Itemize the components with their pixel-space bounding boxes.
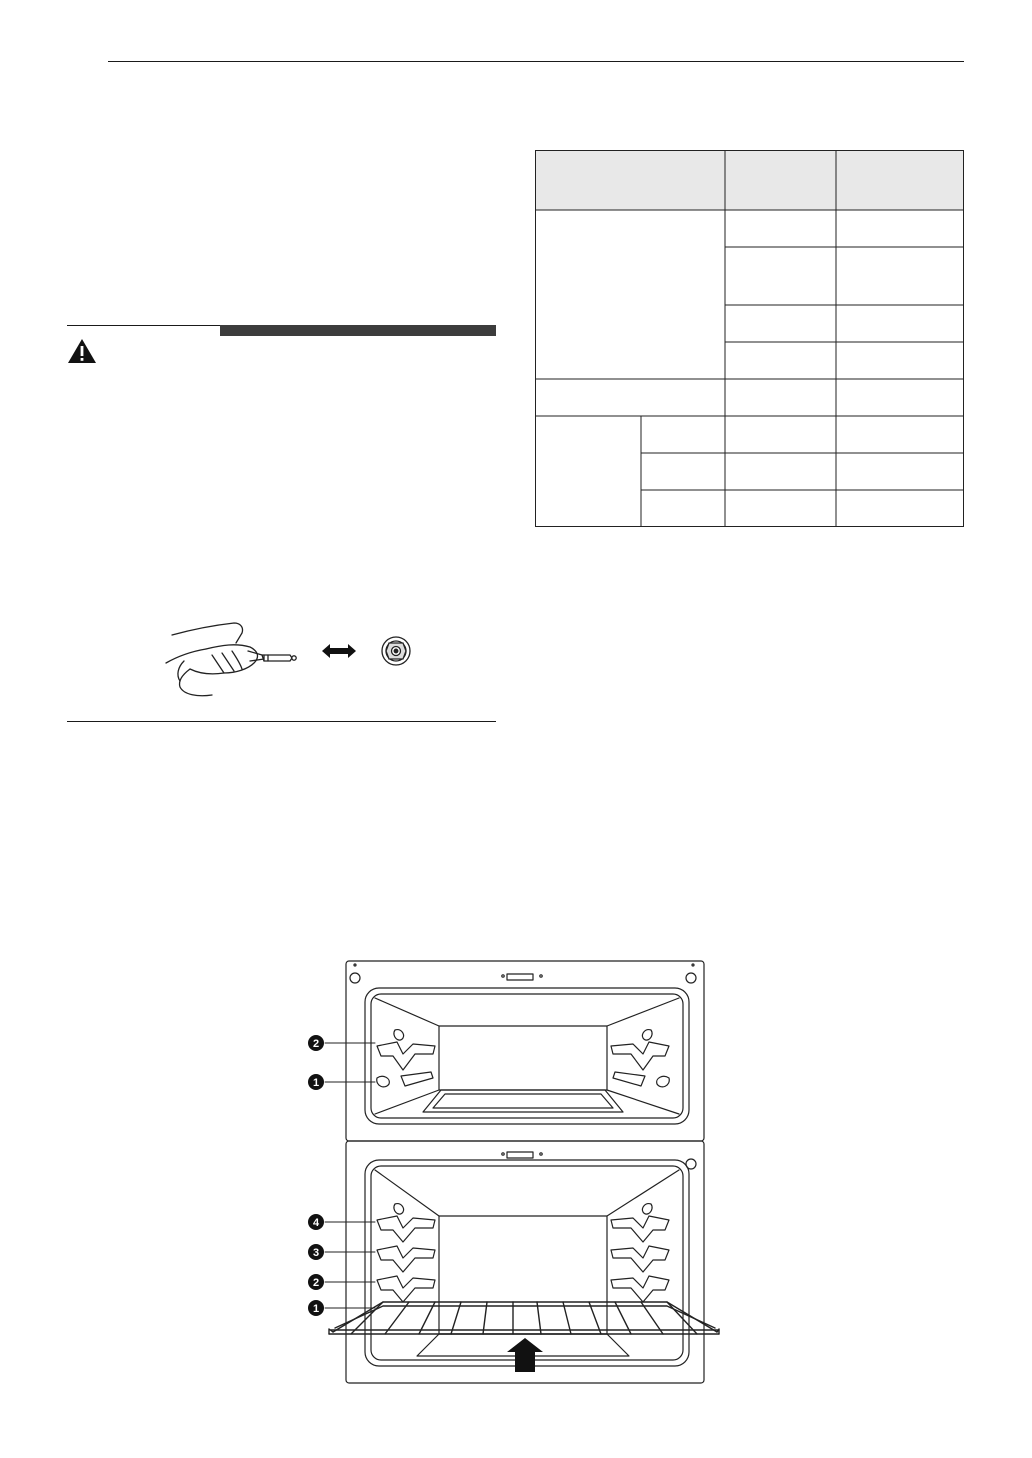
- hand-holding-probe-icon: [166, 623, 296, 696]
- lower-rack-badge-3: [308, 1244, 324, 1260]
- rack-label: 1: [312, 1303, 320, 1315]
- upper-rack-badge-2: [308, 1035, 324, 1051]
- oven-rack-illustration: [305, 958, 725, 1386]
- oven-rack: [329, 1302, 719, 1334]
- rack-label: 2: [312, 1038, 320, 1050]
- upper-rack-badge-1: [308, 1074, 324, 1090]
- spec-table: [535, 150, 964, 527]
- rack-label: 1: [312, 1077, 320, 1089]
- header-rule: [108, 61, 964, 62]
- rack-label: 4: [312, 1217, 320, 1229]
- warning-bottom-rule: [67, 721, 496, 722]
- table-header-row: [536, 151, 964, 211]
- arrow-up-icon: [507, 1338, 543, 1372]
- rack-label: 3: [312, 1247, 320, 1259]
- rack-leader-lines: [325, 1043, 375, 1308]
- probe-illustration: [164, 615, 416, 700]
- warning-triangle-icon: [67, 338, 97, 364]
- probe-receptacle-icon: [382, 637, 410, 665]
- warning-header-bar: [220, 325, 496, 336]
- warning-top-rule: [67, 325, 220, 326]
- double-arrow-icon: [322, 644, 356, 658]
- lower-rack-badge-4: [308, 1214, 324, 1230]
- lower-rack-badge-1: [308, 1300, 324, 1316]
- rack-label: 2: [312, 1277, 320, 1289]
- lower-rack-badge-2: [308, 1274, 324, 1290]
- upper-oven-cavity: [346, 961, 704, 1141]
